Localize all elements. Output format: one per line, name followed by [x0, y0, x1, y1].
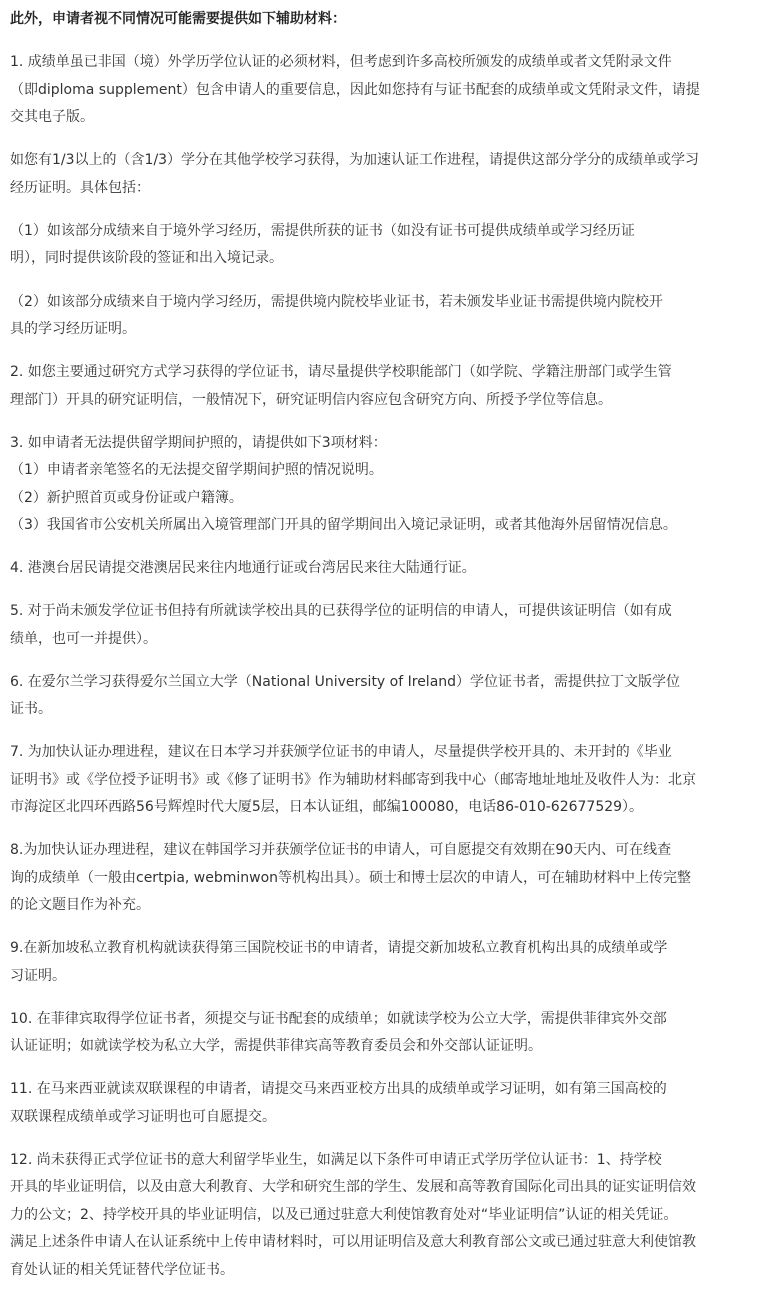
paragraph-line: 6. 在爱尔兰学习获得爱尔兰国立大学（National University of Ireland）学位证书者，需提供拉丁文版学位: [10, 674, 681, 690]
paragraph-line: 市海淀区北四环西路56号辉煌时代大厦5层，日本认证组，邮编100080，电话86-010-62677529）。: [10, 799, 644, 815]
paragraph-line: 如您有1/3以上的（含1/3）学分在其他学校学习获得，为加速认证工作进程，请提供这部分学分的成绩单或学习: [10, 152, 700, 168]
list-item: （2）新护照首页或身份证或户籍簿。: [10, 490, 243, 506]
paragraph-line: 询的成绩单（一般由certpia, webminwon等机构出具）。硕士和博士层次的申请人，可在辅助材料中上传完整: [10, 870, 692, 886]
paragraph-line: 认证证明；如就读学校为私立大学，需提供菲律宾高等教育委员会和外交部认证证明。: [10, 1038, 542, 1054]
paragraph-line: 5. 对于尚未颁发学位证书但持有所就读学校出具的已获得学位的证明信的申请人，可提供该证明信（如有成: [10, 603, 672, 619]
paragraph-line: 1. 成绩单虽已非国（境）外学历学位认证的必须材料，但考虑到许多高校所颁发的成绩单或者文凭附录文件: [10, 54, 672, 70]
paragraph-line: 经历证明。具体包括：: [10, 180, 150, 196]
paragraph-line: 绩单，也可一并提供）。: [10, 631, 157, 647]
paragraph-line: 12. 尚未获得正式学位证书的意大利留学毕业生，如满足以下条件可申请正式学历学位认证书：1、持学校: [10, 1152, 662, 1168]
paragraph-line: 满足上述条件申请人在认证系统中上传申请材料时，可以用证明信及意大利教育部公文或已通过驻意大利使馆教: [10, 1234, 696, 1250]
paragraph-line: 8.为加快认证办理进程，建议在韩国学习并获颁学位证书的申请人，可自愿提交有效期在90天内、可在线查: [10, 842, 672, 858]
paragraph-line: 力的公文；2、持学校开具的毕业证明信，以及已通过驻意大利使馆教育处对“毕业证明信”认证的相关凭证。: [10, 1207, 678, 1223]
paragraph-line: 10. 在菲律宾取得学位证书者，须提交与证书配套的成绩单；如就读学校为公立大学，需提供菲律宾外交部: [10, 1011, 667, 1027]
paragraph-line: 2. 如您主要通过研究方式学习获得的学位证书，请尽量提供学校职能部门（如学院、学籍注册部门或学生管: [10, 364, 672, 380]
paragraph-line: 7. 为加快认证办理进程，建议在日本学习并获颁学位证书的申请人，尽量提供学校开具的、未开封的《毕业: [10, 744, 672, 760]
paragraph-line: 3. 如申请者无法提供留学期间护照的，请提供如下3项材料：: [10, 435, 387, 451]
paragraph-line: 理部门）开具的研究证明信，一般情况下，研究证明信内容应包含研究方向、所授予学位等信息。: [10, 392, 612, 408]
list-item: （1）申请者亲笔签名的无法提交留学期间护照的情况说明。: [10, 462, 383, 478]
paragraph-line: 11. 在马来西亚就读双联课程的申请者，请提交马来西亚校方出具的成绩单或学习证明，如有第三国高校的: [10, 1081, 667, 1097]
paragraph-line: 开具的毕业证明信，以及由意大利教育、大学和研究生部的学生、发展和高等教育国际化司出具的证实证明信效: [10, 1179, 696, 1195]
paragraph-line: （2）如该部分成绩来自于境内学习经历，需提供境内院校毕业证书，若未颁发毕业证书需提供境内院校开: [10, 294, 663, 310]
paragraph-line: 的论文题目作为补充。: [10, 897, 150, 913]
paragraph-line: 双联课程成绩单或学习证明也可自愿提交。: [10, 1109, 276, 1125]
paragraph-line: 习证明。: [10, 968, 66, 984]
paragraph-line: （即diploma supplement）包含申请人的重要信息，因此如您持有与证书配套的成绩单或文凭附录文件，请提: [10, 82, 700, 98]
list-item: （3）我国省市公安机关所属出入境管理部门开具的留学期间出入境记录证明，或者其他海外居留情况信息。: [10, 517, 677, 533]
paragraph-line: 具的学习经历证明。: [10, 321, 136, 337]
paragraph-line: （1）如该部分成绩来自于境外学习经历，需提供所获的证书（如没有证书可提供成绩单或学习经历证: [10, 223, 635, 239]
paragraph-line: 明），同时提供该阶段的签证和出入境记录。: [10, 250, 283, 266]
paragraph-line: 证书。: [10, 701, 52, 717]
paragraph-line: 9.在新加坡私立教育机构就读获得第三国院校证书的申请者，请提交新加坡私立教育机构出具的成绩单或学: [10, 940, 668, 956]
paragraph-line: 4. 港澳台居民请提交港澳居民来往内地通行证或台湾居民来往大陆通行证。: [10, 560, 476, 576]
paragraph-line: 交其电子版。: [10, 109, 94, 125]
heading: 此外，申请者视不同情况可能需要提供如下辅助材料：: [10, 11, 346, 27]
paragraph-line: 证明书》或《学位授予证明书》或《修了证明书》作为辅助材料邮寄到我中心（邮寄地址地址及收件人为：北京: [10, 772, 696, 788]
paragraph-line: 育处认证的相关凭证替代学位证书。: [10, 1262, 234, 1278]
